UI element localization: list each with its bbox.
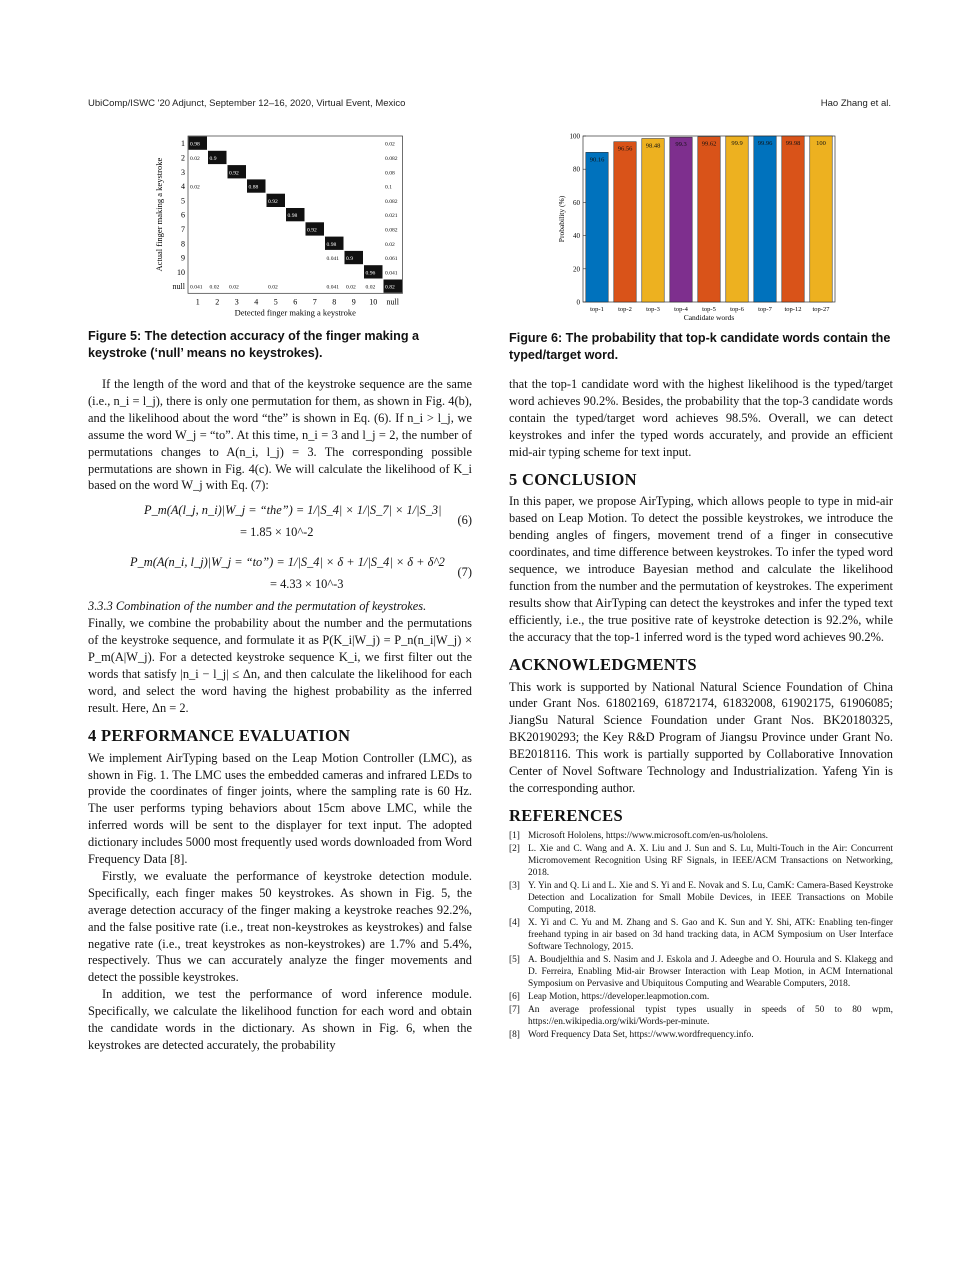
bar-value-label: 100 <box>816 140 826 147</box>
reference-text: L. Xie and C. Wang and A. X. Liu and J. Sun and S. Lu, Multi-Touch in the Air: Concurrent Micromovement Recognition Using RF Signals, in IEEE/ACM Transactions on Networking, 2018. <box>528 843 893 878</box>
y-tick-label: 80 <box>573 165 580 174</box>
matrix-y-tick: 3 <box>181 167 185 177</box>
matrix-cell-value: 0.92 <box>268 198 278 205</box>
reference-number: [3] <box>509 880 520 891</box>
matrix-x-tick: 10 <box>369 297 378 307</box>
matrix-cell-value: 0.02 <box>365 284 376 291</box>
matrix-x-tick: 3 <box>234 297 239 307</box>
x-tick-label: top-6 <box>730 306 744 313</box>
x-tick-label: top-4 <box>674 306 688 313</box>
matrix-x-tick: 5 <box>273 297 278 307</box>
running-header-left: UbiComp/ISWC '20 Adjunct, September 12–16, 2020, Virtual Event, Mexico <box>88 98 406 109</box>
reference-item <box>509 880 893 916</box>
reference-item <box>509 1029 893 1041</box>
matrix-cell-value: 0.02 <box>209 284 220 291</box>
bar-value-label: 99.9 <box>731 140 743 148</box>
reference-number: [4] <box>509 917 520 928</box>
bar-value-label: 99.3 <box>675 141 687 149</box>
matrix-cell-value: 0.98 <box>190 141 200 148</box>
subsection-heading: 3.3.3 Combination of the number and the permutation of keystrokes. <box>88 599 427 614</box>
paragraph-acknowledgments: This work is supported by National Natural Science Foundation of China under Grant Nos. 61802169, 61872174, 61832008, 61902175, 61906085; JiangSu Natural Science Foundation under Grant Nos. BK20180325, BK20190293; the Key R&D Program of Jiangsu Province under Grant No. BE2018116. This work is partially supported by Collaborative Innovation Center of Novel Software Technology and Industrialization. Yafeng Yin is the corresponding author. <box>509 679 893 795</box>
bar-top-3 <box>642 139 664 302</box>
paragraph-permutation: If the length of the word and that of the keystroke sequence are the same (i.e., n_i = l_j), there is only one permutation for them, as shown in Fig. 4(b), and the likelihood about the word “the” is shown in Eq. (6). If n_i > l_j, we assume the word W_j = “to”. At this time, n_i = 3 and l_j = 2, the number of permutations changes to A(n_i, l_j) = 3. The corresponding possible permutations are shown in Fig. 4(c). We will calculate the likelihood of K_i based on the word W_j with Eq. (7): <box>88 377 472 493</box>
bar-value-label: 98.48 <box>645 142 661 150</box>
matrix-y-tick: null <box>172 282 185 292</box>
y-tick-label: 40 <box>573 232 580 241</box>
x-tick-label: top-12 <box>784 306 802 313</box>
matrix-cell-value: 0.02 <box>229 284 239 291</box>
matrix-y-tick: 6 <box>181 210 185 220</box>
x-tick-label: top-1 <box>590 306 604 313</box>
figure-5-caption: Figure 5: The detection accuracy of the finger making a keystroke (‘null’ means no keystrokes). <box>88 329 420 360</box>
matrix-x-tick: null <box>386 297 399 307</box>
references-heading: REFERENCES <box>509 805 623 825</box>
reference-item <box>509 843 893 879</box>
matrix-x-tick: 1 <box>195 297 200 307</box>
equation-6-line-1: P_m(A(l_j, n_i)|W_j = “the”) = 1/|S_4| × 1/|S_7| × 1/|S_3| <box>144 503 442 518</box>
bar-value-label: 99.96 <box>757 140 773 148</box>
paragraph-word-inference: In addition, we test the performance of word inference module. Specifically, we calculate the likelihood function for each word and obtain the candidate words in the dictionary. As shown in Fig. 6, when the keystrokes are detected accurately, the probability <box>88 987 472 1052</box>
reference-item <box>509 991 893 1003</box>
reference-number: [5] <box>509 954 520 965</box>
equation-7 <box>88 554 472 598</box>
bar-top-27 <box>810 136 832 302</box>
matrix-y-tick: 4 <box>181 182 185 192</box>
right-column <box>509 376 893 1042</box>
matrix-cell-value: 0.9 <box>209 155 217 162</box>
bar-top-2 <box>614 142 636 302</box>
matrix-cell-value: 0.82 <box>385 284 395 291</box>
matrix-y-tick: 9 <box>181 253 185 263</box>
matrix-cell-value: 0.9 <box>346 256 353 263</box>
matrix-cell-value: 0.041 <box>385 270 398 277</box>
x-tick-label: top-27 <box>812 306 830 313</box>
reference-text: Word Frequency Data Set, https://www.wordfrequency.info. <box>528 1029 754 1040</box>
bar-value-label: 90.16 <box>589 156 605 164</box>
reference-item <box>509 830 893 842</box>
matrix-x-label: Detected finger making a keystroke <box>234 307 356 318</box>
matrix-cell-value: 0.92 <box>229 170 239 177</box>
matrix-x-tick: 7 <box>312 297 317 307</box>
bar-top-5 <box>698 137 720 302</box>
bar-value-label: 96.56 <box>617 145 633 153</box>
section-5-heading: 5 CONCLUSION <box>509 469 637 489</box>
y-tick-label: 100 <box>569 132 580 141</box>
reference-text: Leap Motion, https://developer.leapmotion.com. <box>528 991 710 1002</box>
figure-5-confusion-matrix <box>150 130 410 326</box>
matrix-cell-value: 0.041 <box>326 256 340 263</box>
reference-number: [2] <box>509 843 520 854</box>
matrix-y-label: Actual finger making a keystroke <box>154 157 164 272</box>
equation-6-number: (6) <box>457 513 472 528</box>
matrix-y-tick: 1 <box>181 139 185 149</box>
x-tick-label: top-5 <box>702 306 716 313</box>
reference-item <box>509 917 893 953</box>
matrix-cell-value: 0.082 <box>385 198 398 205</box>
x-tick-label: top-7 <box>758 306 772 313</box>
bar-value-label: 99.98 <box>785 140 801 148</box>
equation-6 <box>88 502 472 546</box>
matrix-cell-value: 0.92 <box>307 227 317 234</box>
paragraph-implementation: We implement AirTyping based on the Leap Motion Controller (LMC), as shown in Fig. 1. The LMC uses the embedded cameras and infrared LEDs to provide the coordinates of finger joints, where the sampling rate is 60 Hz. The user performs typing behaviors about 15cm above LMC, while the inferred words will be sent to the displayer for text input. The adopted dictionary includes 5000 most frequently used words downloaded from Word Frequency Data [8]. <box>88 750 472 867</box>
reference-number: [7] <box>509 1004 520 1015</box>
matrix-cell-value: 0.041 <box>326 284 340 291</box>
matrix-cell-value: 0.02 <box>268 284 278 291</box>
y-tick-label: 0 <box>576 298 580 307</box>
paragraph-top-k-results: that the top-1 candidate word with the highest likelihood is the typed/target word achieves 90.2%. Besides, the probability that the top-3 candidate words contain the typed/target word achieves 98.5%. Overall, we can detect keystrokes and infer the typed words accurately, and provide an efficient mid-air typing scheme for text input. <box>509 377 893 459</box>
figure-6-bar-chart <box>555 130 845 326</box>
matrix-x-tick: 8 <box>332 297 337 307</box>
equation-7-line-2: = 4.33 × 10^-3 <box>270 577 344 592</box>
y-axis-label: Probability (%) <box>557 195 566 243</box>
x-tick-label: top-2 <box>618 306 632 313</box>
matrix-cell-value: 0.061 <box>385 256 398 263</box>
matrix-cell-value: 0.082 <box>385 155 398 162</box>
x-tick-label: top-3 <box>646 306 660 313</box>
bar-top-1 <box>586 152 608 302</box>
matrix-cell-value: 0.96 <box>365 270 376 277</box>
matrix-cell-value: 0.08 <box>385 170 395 177</box>
bar-top-4 <box>670 137 692 302</box>
reference-number: [6] <box>509 991 520 1002</box>
matrix-x-tick: 6 <box>293 297 298 307</box>
matrix-y-tick: 5 <box>181 196 185 206</box>
matrix-cell-value: 0.02 <box>385 241 395 248</box>
matrix-y-tick: 7 <box>181 224 185 234</box>
reference-number: [8] <box>509 1029 520 1040</box>
bar-top-6 <box>726 136 748 302</box>
matrix-x-tick: 4 <box>254 297 259 307</box>
bar-top-7 <box>754 136 776 302</box>
matrix-cell-value: 0.041 <box>190 284 203 291</box>
section-4-heading: 4 PERFORMANCE EVALUATION <box>88 725 351 745</box>
equation-6-line-2: = 1.85 × 10^-2 <box>240 525 314 540</box>
matrix-y-tick: 10 <box>177 267 185 277</box>
reference-text: A. Boudjelthia and S. Nasim and J. Eskola and J. Adeegbe and O. Hourula and S. Klakegg and D. Ferreira, Enabling Mid-air Browser Interaction with Leap Motion, in ACM International Symposium on Pervasive and Ubiquitous Computing and Wearable Computers, 2018. <box>528 954 893 989</box>
matrix-cell-value: 0.02 <box>346 284 356 291</box>
y-tick-label: 60 <box>573 198 580 207</box>
reference-text: Microsoft Hololens, https://www.microsoft.com/en-us/hololens. <box>528 830 768 841</box>
y-tick-label: 20 <box>573 265 580 274</box>
matrix-cell-value: 0.88 <box>248 184 259 191</box>
reference-item <box>509 954 893 990</box>
matrix-cell-value: 0.02 <box>385 141 395 148</box>
equation-7-line-1: P_m(A(n_i, l_j)|W_j = “to”) = 1/|S_4| × δ + 1/|S_4| × δ + δ^2 <box>130 555 445 570</box>
matrix-cell-value: 0.98 <box>287 213 298 220</box>
reference-text: An average professional typist types usually in speeds of 50 to 80 wpm, https://en.wikipedia.org/wiki/Words-per-minute. <box>528 1004 893 1027</box>
reference-text: Y. Yin and Q. Li and L. Xie and S. Yi and E. Novak and S. Lu, CamK: Camera-Based Keystroke Detection and Localization for Small Mobile Devices, in IEEE Transactions on Mobile Computing, 2018. <box>528 880 893 915</box>
matrix-cell-value: 0.021 <box>385 213 398 220</box>
matrix-x-tick: 2 <box>215 297 220 307</box>
paragraph-keystroke-detection: Firstly, we evaluate the performance of keystroke detection module. Specifically, each finger makes 50 keystrokes. As shown in Fig. 5, the average detection accuracy of the finger making a keystroke reaches 92.2%, and the false positive rate (i.e., treat non-keystrokes as keystrokes) and false negative rate (i.e., treat keystrokes as non-keystrokes) are 1.7% and 5.4%, respectively. Thus we can accurately analyze the finger movements and detect the possible keystrokes. <box>88 868 472 985</box>
x-axis-label: Candidate words <box>683 313 735 322</box>
paragraph-conclusion: In this paper, we propose AirTyping, which allows people to type in mid-air based on Leap Motion. To detect the possible keystrokes, we introduce the bending angles of fingers, movement trend of a finger in consecutive coordinates, and time difference between keystrokes. To infer the typed word sequence, we introduce Bayesian method and calculate the likelihood function from the number and the permutation of keystrokes. The experiment results show that AirTyping can detect the keystrokes and infer the typed text efficiently, i.e., the true positive rate of keystroke detection is 92.2%, while the accuracy that the top-1 inferred word is the typed word achieves 90.2%. <box>509 494 893 644</box>
equation-7-number: (7) <box>457 565 472 580</box>
figure-6-caption: Figure 6: The probability that top-k candidate words contain the typed/target word. <box>509 331 891 362</box>
paragraph-combination: Finally, we combine the probability about the number and the permutations of the keystroke sequence, and formulate it as P(K_i|W_j) = P_n(n_i|W_j) × P_m(A|W_j). For a detected keystroke sequence K_i, we first filter out the words that satisfy |n_i − l_j| ≤ Δn, and then calculate the likelihood for each word, and select the word having the highest probability as the inferred result. Here, Δn = 2. <box>88 616 472 715</box>
matrix-cell-value: 0.082 <box>385 227 398 234</box>
matrix-cell-value: 0.98 <box>326 241 337 248</box>
matrix-y-tick: 8 <box>181 239 185 249</box>
matrix-cell-value: 0.02 <box>190 184 200 191</box>
left-column <box>88 376 472 1054</box>
bar-value-label: 99.62 <box>701 140 717 148</box>
reference-number: [1] <box>509 830 520 841</box>
matrix-cell-value: 0.02 <box>190 155 200 162</box>
reference-list <box>509 830 893 1041</box>
matrix-x-tick: 9 <box>351 297 356 307</box>
matrix-y-tick: 2 <box>181 153 185 163</box>
acknowledgments-heading: ACKNOWLEDGMENTS <box>509 654 697 674</box>
running-header-right: Hao Zhang et al. <box>820 98 891 109</box>
reference-text: X. Yi and C. Yu and M. Zhang and S. Gao and K. Sun and Y. Shi, ATK: Enabling ten-finger freehand typing in air based on 3d hand tracking data, in ACM Symposium on User Interface Software Technology, 2015. <box>528 917 893 952</box>
matrix-cell-value: 0.1 <box>385 184 392 191</box>
reference-item <box>509 1004 893 1028</box>
bar-top-12 <box>782 136 804 302</box>
